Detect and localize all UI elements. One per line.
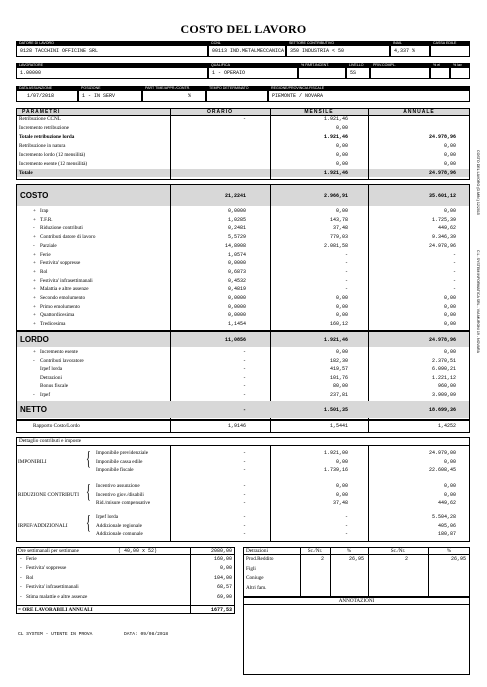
costo-item-sign: + — [33, 286, 36, 293]
rapporto-annuale: 1,4252 — [437, 423, 456, 429]
dettaglio-row-orario: - — [242, 483, 246, 489]
costo-item-label: Parziale — [40, 242, 57, 249]
costo-item-label: T.F.R. — [40, 216, 53, 223]
header-part-time: PART TIME/APPR./CONTR. % — [142, 86, 206, 102]
param-row-mensile: 0,00 — [335, 143, 348, 149]
dettaglio-header: Dettaglio contributi e imposte — [19, 438, 82, 444]
ore-row-label: Ferie — [26, 556, 37, 562]
dettaglio-row-annuale: 180,87 — [437, 531, 456, 537]
costo-item-annuale: - — [452, 260, 456, 267]
lordo-item-annuale: 960,00 — [437, 383, 456, 390]
dettaglio-row-label: Imponibile previdenziale — [96, 450, 148, 456]
lordo-item-label: Detrazioni — [40, 374, 62, 381]
detrazioni-row-label: Altri fam. — [246, 584, 267, 591]
costo-item-sign: + — [33, 295, 36, 301]
detrazioni-row-label: Figli — [246, 565, 256, 572]
costo-item-sign: + — [33, 277, 36, 284]
costo-item-mensile: 0,00 — [335, 303, 348, 310]
dettaglio-row-mensile: 0,00 — [335, 458, 348, 465]
dettaglio-row-orario: - — [242, 531, 246, 537]
costo-item-annuale: 0,00 — [443, 312, 456, 319]
costo-item-annuale: 24.978,96 — [428, 242, 456, 249]
lordo-label: LORDO — [20, 335, 49, 344]
costo-item-orario: 1,1454 — [227, 321, 246, 328]
dettaglio-row-annuale: 0,00 — [443, 458, 456, 465]
lordo-item-label: Contributi lavoratore — [40, 357, 84, 364]
detrazioni-header-sc2: Sc./Nr. — [390, 548, 406, 554]
costo-item-orario: 5,5729 — [227, 234, 246, 241]
lordo-item-annuale: 6.090,21 — [431, 366, 456, 373]
param-row-label: Retribuzione in natura — [19, 143, 66, 149]
dettaglio-row-mensile: 37,48 — [332, 500, 348, 506]
detrazioni-row-sc1: 2 — [320, 556, 324, 562]
header-ccnl: CCNL 00113 IND.METALMECCANICA — [208, 41, 286, 57]
costo-item-label: Primo emolumento — [40, 303, 80, 310]
ore-row-label: Festivita' infrasettimanali — [26, 584, 79, 591]
param-row-label: Incremento retribuzione — [19, 125, 69, 131]
dettaglio-row-annuale: 24.979,00 — [428, 450, 456, 456]
detrazioni-header-label: Detrazioni — [246, 548, 268, 554]
dettaglio-row-orario: - — [242, 514, 246, 520]
lordo-item-mensile: 101,76 — [329, 374, 348, 381]
param-row-mensile: 1.921,46 — [323, 116, 348, 122]
costo-item-label: Malattia e altre assenze — [40, 286, 89, 293]
costo-item-label: Festivita' infrasettimanali — [40, 277, 93, 284]
header-employer: DATORE DI LAVORO 0128 TACCHINI OFFICINE SRL — [16, 41, 208, 57]
lordo-item-orario: - — [242, 357, 246, 364]
costo-orario: 21,2241 — [224, 193, 246, 199]
lordo-item-orario: - — [242, 349, 246, 355]
costo-item-label: Tredicesima — [40, 321, 66, 328]
costo-item-annuale: 0,00 — [443, 303, 456, 310]
dettaglio-row-label: Irpef lorda — [96, 514, 119, 520]
costo-item-sign: + — [33, 260, 36, 267]
dettaglio-row-annuale: 0,00 — [443, 491, 456, 498]
lordo-item-mensile: 80,00 — [332, 383, 348, 390]
costo-item-mensile: 2.081,58 — [323, 242, 348, 249]
lordo-item-sign: - — [33, 392, 35, 398]
lordo-item-orario: - — [242, 392, 246, 398]
lordo-item-label: Incremento esente — [40, 349, 78, 355]
lordo-item-label: Irpef lorda — [40, 366, 63, 373]
params-header-orario: ORARIO — [207, 109, 233, 115]
dettaglio-row-label: Imponibile cassa edile — [96, 458, 143, 465]
param-row-orario: - — [242, 116, 246, 122]
dettaglio-row-mensile: 1.921,00 — [323, 450, 348, 456]
param-row-mensile: 0,00 — [335, 152, 348, 158]
costo-item-label: Rol — [40, 268, 48, 275]
rapporto-orario: 1,9146 — [227, 423, 246, 429]
costo-item-orario: 14,8908 — [224, 242, 246, 249]
ore-row-value: 68,57 — [216, 584, 232, 591]
costo-item-label: Contributi datore di lavoro — [40, 234, 96, 241]
footer-date: DATA: 09/08/2018 — [124, 632, 169, 637]
dettaglio-row-mensile: 1.739,16 — [323, 467, 348, 473]
dettaglio-row-orario: - — [242, 500, 246, 506]
costo-item-orario: 0,2481 — [227, 225, 246, 232]
costo-item-orario: 1,0574 — [227, 251, 246, 258]
lordo-item-annuale: 0,00 — [443, 349, 456, 355]
dettaglio-row-annuale: 449,62 — [437, 500, 456, 506]
dettaglio-group-name: IMPONIBILI — [18, 459, 47, 465]
costo-item-label: Festivita' soppresse — [40, 260, 81, 267]
costo-item-sign: + — [33, 234, 36, 241]
header-posizione: POSIZIONE 1 - IN SERV — [78, 86, 142, 102]
lordo-item-sign: + — [33, 349, 36, 355]
costo-item-mensile: - — [344, 286, 348, 293]
dettaglio-group-name: IRPEF/ADDIZIONALI — [18, 523, 68, 529]
header-livello: LIVELLO 5S — [346, 63, 370, 79]
lordo-item-orario: - — [242, 366, 246, 373]
costo-item-mensile: 160,12 — [329, 321, 348, 328]
header-cassa-edile: CASSA EDILE — [430, 41, 470, 57]
dettaglio-row-label: Addizionale regionale — [96, 522, 142, 529]
param-row-mensile: 0,00 — [335, 125, 348, 131]
netto-label: NETTO — [20, 405, 47, 414]
ore-row-sign: - — [20, 584, 22, 591]
annotazioni-label: ANNOTAZIONI — [338, 598, 375, 604]
costo-item-mensile: 0,00 — [335, 295, 348, 301]
costo-item-annuale: - — [452, 251, 456, 258]
costo-item-orario: 0,0000 — [227, 303, 246, 310]
annotazioni-box — [243, 597, 470, 675]
costo-item-annuale: - — [452, 286, 456, 293]
costo-item-sign: - — [33, 242, 35, 249]
ore-head-value: 2080,00 — [210, 548, 232, 554]
side-text-bottom: C.L. SYSTEM INFORMATICA SRL - VIA MURONI 19 - NOVARA — [476, 250, 480, 353]
param-row-label: Incremento esente (12 mensilità) — [19, 161, 88, 167]
param-row-annuale: 0,00 — [443, 161, 456, 167]
ore-row-label: Stima malattie e altre assenze — [26, 593, 88, 600]
rapporto-label: Rapporto Costo/Lordo — [33, 423, 80, 429]
header-settore: SETTORE CONTRIBUTIVO 350 INDUSTRIA < 50 — [286, 41, 390, 57]
dettaglio-row-label: Rid./misure compensative — [96, 500, 151, 506]
dettaglio-row-mensile: - — [344, 531, 348, 537]
detrazioni-row-label: Coniuge — [246, 575, 264, 581]
dettaglio-row-orario: - — [242, 450, 246, 456]
costo-item-sign: - — [33, 225, 35, 232]
dettaglio-row-label: Incentivo assunzione — [96, 483, 140, 489]
param-row-mensile: 0,00 — [335, 161, 348, 167]
costo-item-orario: 0,0000 — [227, 295, 246, 301]
header-row-3 — [16, 86, 470, 102]
costo-item-sign: + — [33, 208, 36, 214]
costo-mensile: 2.966,91 — [323, 193, 348, 199]
lordo-item-mensile: 237,81 — [329, 392, 348, 398]
header-part-incent: % PART.INCENT. — [298, 63, 346, 79]
costo-item-label: Quattordicesima — [40, 312, 75, 319]
netto-orario: - — [242, 407, 246, 413]
header-row-2 — [16, 63, 470, 79]
ore-row-value: 0,00 — [219, 565, 232, 572]
dettaglio-row-label: Incentivo giov./disabili — [96, 491, 144, 498]
dettaglio-row-mensile: 0,00 — [335, 491, 348, 498]
costo-item-sign: + — [33, 251, 36, 258]
costo-item-annuale: 9.346,39 — [431, 234, 456, 241]
costo-item-orario: 0,4532 — [227, 277, 246, 284]
costo-item-mensile: 779,03 — [329, 234, 348, 241]
param-row-mensile: 1.921,46 — [323, 170, 348, 176]
lordo-item-annuale: 2.370,51 — [431, 357, 456, 364]
costo-item-sign: + — [33, 216, 36, 223]
detrazioni-header-p2: % — [446, 548, 452, 554]
side-text-top: COSTO DEL LAVORO (D.MIN.) 12/2015 — [476, 150, 480, 215]
dettaglio-brace: { — [86, 448, 91, 470]
ore-head-mid: ( 40,00 x 52) — [118, 548, 158, 554]
costo-item-mensile: 37,48 — [332, 225, 348, 232]
lordo-item-sign: - — [33, 357, 35, 364]
costo-item-orario: 1,0285 — [227, 216, 246, 223]
detrazioni-row-sc2: 2 — [404, 556, 408, 562]
lordo-item-annuale: 1.221,12 — [431, 374, 456, 381]
header-row-1 — [16, 41, 470, 57]
dettaglio-row-orario: - — [242, 467, 246, 473]
dettaglio-row-annuale: 5.504,28 — [431, 514, 456, 520]
costo-item-label: Secondo emolumento — [40, 295, 86, 301]
dettaglio-row-annuale: 0,00 — [443, 483, 456, 489]
ore-row-sign: - — [20, 556, 22, 562]
param-row-annuale: 24.978,96 — [428, 134, 456, 140]
lordo-orario: 11,0856 — [224, 337, 246, 343]
page-title: COSTO DEL LAVORO — [180, 22, 307, 36]
detrazioni-header-p1: % — [346, 548, 352, 554]
dettaglio-row-annuale: 22.608,45 — [428, 467, 456, 473]
ore-head-label: Ore settimanali per settimane — [18, 548, 79, 554]
costo-item-label: Irap — [40, 208, 49, 214]
header-perc-lav: % lav — [450, 63, 470, 79]
costo-annuale: 35.601,12 — [428, 193, 456, 199]
lordo-mensile: 1.921,46 — [323, 337, 348, 343]
dettaglio-row-orario: - — [242, 491, 246, 498]
costo-item-mensile: - — [344, 277, 348, 284]
lordo-item-label: Bonus fiscale — [40, 383, 69, 390]
lordo-item-mensile: 419,57 — [329, 366, 348, 373]
header-perc-el: % el — [430, 63, 450, 79]
param-row-mensile: 1.921,46 — [323, 134, 348, 140]
dettaglio-row-label: Imponibile fiscale — [96, 467, 134, 473]
param-row-annuale: 0,00 — [443, 143, 456, 149]
param-row-label: Retribuzione CCNL — [19, 116, 61, 122]
costo-item-orario: 0,0000 — [227, 208, 246, 214]
costo-label: COSTO — [20, 191, 49, 200]
costo-item-orario: 0,4819 — [227, 286, 246, 293]
ore-row-value: 104,00 — [213, 574, 232, 581]
ore-row-sign: - — [20, 565, 22, 572]
lordo-item-mensile: 0,00 — [335, 349, 348, 355]
detrazioni-header-sc1: Sc./Nr. — [307, 548, 323, 554]
lordo-item-mensile: 182,30 — [329, 357, 348, 364]
ore-row-sign: - — [20, 593, 22, 600]
lordo-item-annuale: 3.909,09 — [431, 392, 456, 398]
costo-item-label: Riduzione contributi — [40, 225, 83, 232]
header-data-assunzione: DATA ASSUNZIONE 1/07/2018 — [16, 86, 78, 102]
costo-item-mensile: - — [344, 260, 348, 267]
costo-item-sign: + — [33, 303, 36, 310]
detrazioni-row-label: Prod.Reddito — [246, 556, 274, 562]
dettaglio-row-orario: - — [242, 458, 246, 465]
params-header-mensile: MENSILE — [304, 109, 334, 115]
param-row-label: Totale retribuzione lorda — [19, 134, 75, 140]
footer-system: CL SYSTEM - UTENTE IN PROVA — [18, 632, 93, 637]
ore-row-value: 69,90 — [216, 593, 232, 600]
params-header-annuale: ANNUALE — [403, 109, 435, 115]
costo-item-label: Ferie — [40, 251, 51, 258]
costo-item-mensile: 0,00 — [335, 312, 348, 319]
ore-row-sign: - — [20, 574, 22, 581]
costo-item-mensile: 143,78 — [329, 216, 348, 223]
param-row-annuale: 24.978,96 — [428, 170, 456, 176]
ore-row-label: Festivita' soppresse — [26, 565, 67, 572]
param-row-label: Totale — [19, 170, 33, 176]
dettaglio-row-orario: - — [242, 522, 246, 529]
costo-item-sign: + — [33, 321, 36, 328]
dettaglio-row-mensile: - — [344, 522, 348, 529]
costo-item-orario: 0,0000 — [227, 260, 246, 267]
ore-row-label: Rol — [26, 574, 34, 581]
ore-total-label: = ORE LAVORABILI ANNUALI — [18, 607, 93, 613]
header-inail: INAIL 4,337 % — [390, 41, 430, 57]
header-qualifica: QUALIFICA 1 - OPERAIO — [208, 63, 298, 79]
dettaglio-brace: { — [86, 481, 91, 503]
costo-item-orario: 0,0000 — [227, 312, 246, 319]
costo-item-sign: + — [33, 312, 36, 319]
dettaglio-brace: { — [86, 512, 91, 534]
detrazioni-row-p1: 26,95 — [348, 556, 364, 562]
costo-item-annuale: - — [452, 277, 456, 284]
dettaglio-row-label: Addizionale comunale — [96, 531, 143, 537]
param-row-label: Incremento lordo (12 mensilità) — [19, 152, 86, 158]
dettaglio-group-name: RIDUZIONE CONTRIBUTI — [18, 492, 79, 498]
costo-item-annuale: 0,00 — [443, 295, 456, 301]
rapporto-mensile: 1,5441 — [329, 423, 348, 429]
costo-item-mensile: - — [344, 268, 348, 275]
header-priv-compl: PRIV.COMPL. — [370, 63, 430, 79]
lordo-item-label: Irpef — [40, 392, 51, 398]
netto-mensile: 1.501,35 — [323, 407, 348, 413]
ore-row-value: 160,00 — [213, 556, 232, 562]
costo-item-mensile: - — [344, 251, 348, 258]
costo-item-annuale: - — [452, 268, 456, 275]
dettaglio-row-annuale: 405,06 — [437, 522, 456, 529]
costo-item-annuale: 449,62 — [437, 225, 456, 232]
costo-item-mensile: 0,00 — [335, 208, 348, 214]
dettaglio-row-mensile: - — [344, 514, 348, 520]
lordo-item-orario: - — [242, 374, 246, 381]
costo-item-annuale: 0,00 — [443, 321, 456, 328]
netto-annuale: 18.699,36 — [428, 407, 456, 413]
header-regione: REGIONE/PROVINCIA FISCALE PIEMONTE / NOVARA — [268, 86, 470, 102]
ore-total-value: 1677,53 — [210, 607, 232, 613]
param-row-annuale: 0,00 — [443, 152, 456, 158]
costo-item-orario: 0,6873 — [227, 268, 246, 275]
lordo-item-orario: - — [242, 383, 246, 390]
costo-item-sign: + — [33, 268, 36, 275]
costo-item-annuale: 0,00 — [443, 208, 456, 214]
params-header-label: PARAMETRI — [22, 109, 61, 115]
header-lavoratore: LAVORATORE 1.00000 — [16, 63, 208, 79]
detrazioni-row-p2: 26,95 — [450, 556, 466, 562]
dettaglio-row-mensile: 0,00 — [335, 483, 348, 489]
header-tempo-determinato: TEMPO DETERMINATO — [206, 86, 268, 102]
lordo-annuale: 24.978,96 — [428, 337, 456, 343]
costo-item-annuale: 1.725,39 — [431, 216, 456, 223]
